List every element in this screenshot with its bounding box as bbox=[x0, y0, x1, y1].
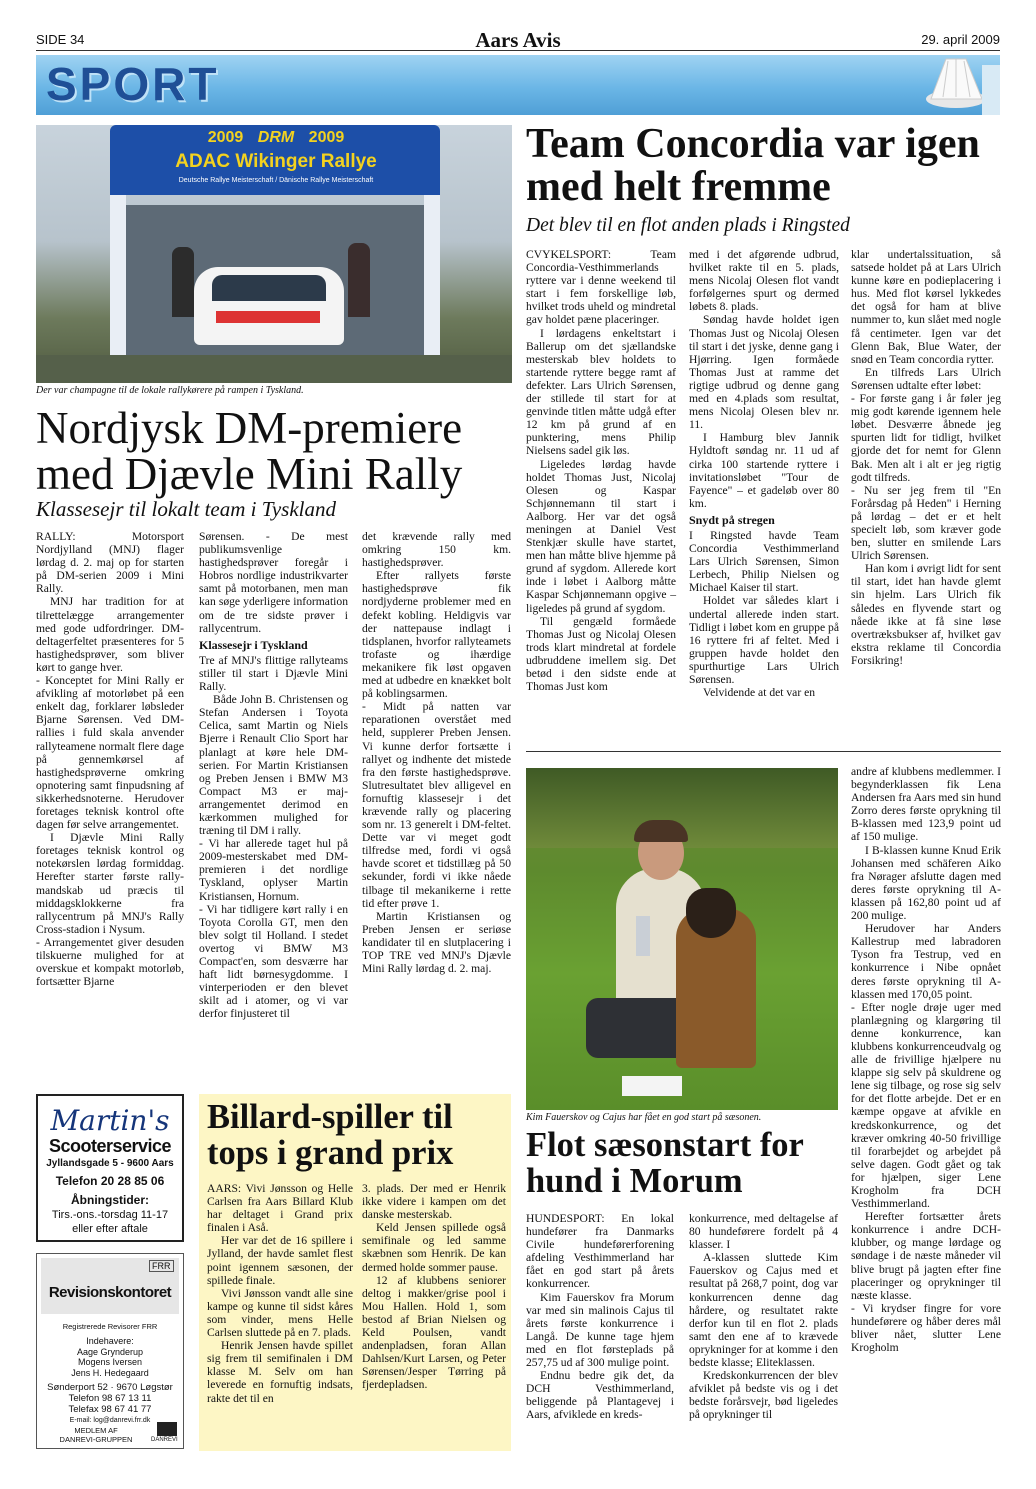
banner-year-right: 2009 bbox=[308, 129, 345, 146]
rally-subhead: Klassesejr til lokalt team i Tyskland bbox=[36, 497, 337, 521]
danrevi-logo-icon bbox=[157, 1422, 177, 1436]
billiards-headline: Billard-spiller til tops i grand prix bbox=[207, 1098, 454, 1172]
cycling-column-3: klar undertalssituation, så satsede holdet på at Lars Ulrich kunne køre en podieplacering i hus. Med flot kørsel lykkedes det også for ham at blive nummer to, kun slået med nogle få centimeter. Igen var det Glenn Bak, Blue Water, der snød en Team concordia rytter. En tilfreds Lars Ulrich Sørensen udtalte efter løbet: - For første gang i år føler jeg mig godt kørende igennem hele løbet. Desværre åbnede jeg spurten lidt for tidligt, hvilket gjorde det for nemt for Glenn Bak. Men alt i alt er jeg rigtig godt tilfreds. - Nu ser jeg frem til "En Forårsdag på Heden" i Herning på lørdag – det er et helt specielt løb, som kræver gode ben, slutter en smilende Lars Ulrich Sørensen. Han kom i øvrigt lidt for sent til start, idet han havde glemt sin hjelm. Lars Ulrich fik således en flyvende start og nåede ikke at få sine løse overtræksbukser af, hvilket gav ekstra reklame til Concordia Forsikring! bbox=[851, 248, 1001, 667]
billiards-column-1: AARS: Vivi Jønsson og Helle Carlsen fra Aars Billard Klub har deltaget i Grand prix finalen i Aså. Her var det de 16 spillere i Jylland, der havde samlet flest point igennem sæsonen, der spillede finale. Vivi Jønsson vandt alle sine kampe og kunne til sidst kåres som vinder, mens Helle Carlsen sluttede på en 7. plads. Henrik Jensen havde spillet sig frem til semifinalen i DM klasse M. Selv om han leverede en fornuftig indsats, rakte det til en bbox=[207, 1182, 353, 1405]
ad-martins-logo: Martin's bbox=[50, 1104, 170, 1137]
ad-martins-scooterservice: Martin's Scooterservice Jyllandsgade 5 - 9600 Aars Telefon 20 28 85 06 Åbningstider: Tirs.-ons.-torsdag 11-17 eller efter aftale bbox=[36, 1094, 184, 1242]
trophy bbox=[636, 916, 650, 956]
cycling-headline: Team Concordia var igen med helt fremme bbox=[526, 121, 980, 211]
ad-martins-phone: Telefon 20 28 85 06 bbox=[55, 1174, 165, 1188]
rally-column-2: Sørensen. - De mest publikumsvenlige hastighedsprøver foregår i Hobros nordlige industrikvarter samt på motorbanen, men man kan søge yderligere information om de tre sidste prøver i rallycentrum. Klassesejr i Tyskland Tre af MNJ's flittige rallyteams stiller til start i Djævle Mini Rally. Både John B. Christensen og Stefan Andersen i Toyota Celica, samt Martin og Niels Bjerre i Renault Clio Sport har planlagt at køre hele DM-serien. For Martin Kristiansen og Preben Jensen i BMW M3 Compact M3 er maj-arrangementet derimod en kærkommen mulighed for træning til DM i rally. - Vi har allerede taget hul på 2009-mesterskabet med DM-premieren i det nordlige Tyskland, oplyser Martin Kristiansen, Hornum. - Vi har tidligere kørt rally i en Toyota Corolla GT, men den blev solgt til Holland. I stedet overtog vi BMW M3 Compact'en, som desværre har haft lidt børnesygdomme. I vinterperioden er den blevet skilt ad i atomer, og vi var derfor finjusteret til bbox=[199, 530, 348, 1021]
danrevi-logo-text: DANREVI bbox=[151, 1437, 178, 1443]
dog-column-3: andre af klubbens medlemmer. I begynderklassen fik Lena Andersen fra Aars med sin hund Zorro deres første oprykning til B-klassen med 123,9 point ud af 150 mulige. I B-klassen kunne Knud Erik Johansen med schäferen Aiko fra Nørager afslutte dagen med deres første oprykning til A-klassen på 162,80 point ud af 200 mulige. Herudover har Anders Kallestrup med labradoren Tyson fra Testrup, ved en konkurrence i Nibe opnået deres første oprykning til A-klassen med 170,05 point. - Efter nogle drøje uger med planlægning og klargøring til denne konkurrence, kan klubbens konkurrenceudvalg og alle de frivillige hjælpere nu klappe sig selv på skuldrene og lene sig tilbage, og rose sig selv for det flotte arbejde. Det er en kæmpe opgave at afvikle en kredskonkurrence, og det kræver omkring 40-50 frivillige til forarbejdet og arbejdet på selve dagen. Godt gået og tak for hjælpen, siger Lene Krogholm fra DCH Vesthimmerland. Herefter fortsætter årets konkurrence i andre DCH-klubber, og mange lørdage og søndage i de næste måneder vil blive brugt på jagten efter fine placeringer og oprykninger til næste klasse. - Vi krydser fingre for vore hundeførere og håber deres mål bliver nået, slutter Lene Krogholm bbox=[851, 765, 1001, 1355]
issue-date: 29. april 2009 bbox=[921, 32, 1000, 47]
cycling-subhead: Det blev til en flot anden plads i Ringsted bbox=[526, 215, 850, 236]
frr-badge: FRR bbox=[149, 1260, 174, 1272]
cycling-subheading: Snydt på stregen bbox=[689, 512, 775, 527]
rally-event-line: Deutsche Rallye Meisterschaft / Dänische Rallye Meisterschaft bbox=[178, 177, 374, 184]
newspaper-name: Aars Avis bbox=[475, 28, 561, 52]
ad-martins-name: Scooterservice bbox=[48, 1136, 172, 1156]
dog-photo-caption: Kim Fauerskov og Cajus har fået en god start på sæsonen. bbox=[526, 1112, 762, 1123]
shuttlecock-icon bbox=[896, 55, 1000, 115]
rally-headline: Nordjysk DM-premiere med Djævle Mini Rally bbox=[36, 403, 463, 500]
rally-column-3: det krævende rally med omkring 150 km. hastighedsprøver. Efter rallyets første hastighedsprøve fik nordjyderne problemer med en defekt kobling. Heldigvis var der nattepause indlagt i tidsplanen, hvorfor rallyteamets trofaste og ihærdige mekanikere fik løst opgaven med at udbedre en knækket bolt på koblingsarmen. - Midt på natten var reparationen overstået med held, supplerer Preben Jensen. Vi kunne derfor fortsætte i rallyet og indhente det mistede fra den første hastighedsprøve. Slutresultatet blev alligevel en fornuftig klassesejr i det krævende rally og placering som nr. 13 generelt i DM-feltet. Dette var vi meget godt tilfredse med, fordi vi også havde scoret et tidstillæg på 50 sekunder, fordi vi ikke nåede tilbage til mekanikerne i rette tid efter prøve 1. Martin Kristiansen og Preben Jensen er seriøse kandidater til en slutplacering i TOP TRE ved MNJ's Djævle Mini Rally lørdag d. 2. maj. bbox=[362, 530, 511, 976]
drm-logo: DRM bbox=[257, 129, 295, 146]
divider bbox=[526, 751, 1001, 752]
cycling-column-1: CVYKELSPORT: Team Concordia-Vesthimmerlands ryttere var i denne weekend til start i fem forskellige løb, hvilket trods uheld og mindretal gav holdet pæne placeringer. I lørdagens enkeltstart i Ballerup om det sjællandske mesterskab blev holdets to startende ryttere begge ramt af defekter. Lars Ulrich Sørensen, der stillede til start for at genvinde titlen måtte udgå efter 12 km på grund af en punktering, mens Philip Nielsens sadel gik løs. Ligeledes lørdag havde holdet Thomas Just, Nicolaj Olesen og Kaspar Schjønnemann til start i Aalborg. Her var det også meningen at Daniel Vest Stenkjær skulle have startet, men han måtte blive hjemme på grund af sygdom. Allerede kort inde i løbet i Aalborg måtte Kaspar Schjønnemann opgive – ligeledes på grund af sygdom. Til gengæld formåede Thomas Just og Nicolaj Olesen trods klart mindretal at fordele udbruddene imellem sig. Det betød i den sidste ende at Thomas Just kom bbox=[526, 248, 676, 694]
page-number: SIDE 34 bbox=[36, 32, 85, 47]
running-head bbox=[36, 29, 1000, 51]
ad-revision-phone: Telefon 98 67 13 11 bbox=[68, 1393, 152, 1404]
dog-photo bbox=[526, 768, 838, 1110]
dog-column-1: HUNDESPORT: En lokal hundefører fra Danmarks Civile hundeførerforening afdeling Vesthimmerland har fået en god start på årets konkurrencer. Kim Fauerskov fra Morum var med sin malinois Cajus til årets første konkurrence i Langå. De kunne tage hjem med en flot førsteplads på 257,75 ud af 300 mulige point. Endnu bedre gik det, da DCH Vesthimmerland, beliggende på Plantagevej i Aars, afviklede en kreds- bbox=[526, 1212, 674, 1422]
dog-column-2: konkurrence, med deltagelse af 80 hundeførere fordelt på 4 klasser. I A-klassen sluttede Kim Fauerskov og Cajus med et resultat på 268,7 point, dog var konkurrencen denne dag hårdere, og resultatet rakte derfor kun til en flot 2. plads samt den ene af to krævede oprykninger for at komme i den bedste klasse; Eliteklassen. Kredskonkurrencen der blev afviklet på bedste vis og i det bedste forårsvejr, bød ligeledes på oprykninger til bbox=[689, 1212, 838, 1422]
section-title: SPORT bbox=[46, 58, 220, 110]
sport-section-banner bbox=[36, 55, 1000, 115]
rally-event-name: ADAC Wikinger Rallye bbox=[175, 151, 377, 172]
rally-subheading: Klassesejr i Tyskland bbox=[199, 637, 308, 652]
ad-revisionskontoret: FRR Revisionskontoret Registrerede Revisorer FRR Indehavere: Aage Grynderup Mogens Iversen Jens H. Hedegaard Sønderport 52 · 9670 Løgstør Telefon 98 67 13 11 Telefax 98 67 41 77 E-mail: log@danrevi.frr.dk MEDLEM AF DANREVI-GRUPPEN DANREVI bbox=[36, 1253, 184, 1449]
ad-revision-name: Revisionskontoret bbox=[48, 1284, 172, 1301]
banner-year-left: 2009 bbox=[207, 129, 244, 146]
dog-headline: Flot sæsonstart for hund i Morum bbox=[526, 1126, 804, 1200]
rally-photo bbox=[36, 125, 512, 383]
rally-column-1: RALLY: Motorsport Nordjylland (MNJ) flager lørdag d. 2. maj op for starten på DM-serien 2009 i Mini Rally. MNJ har tradition for at tilrettelægge arrangementer med gode udfordringer. DM-deltagerfeltet præsenteres for 5 hastighedsprøver, som bliver kørt to gange hver. - Konceptet for Mini Rally er afvikling af motorløbet på een enkelt dag, forklarer løbsleder Bjarne Sørensen. Ved DM-rallies i fuld skala anvender rallyteamene normalt flere dage på gennemkørsel af hastighedsprøverne omkring opnotering samt finpudsning af sikkerhedsnoterne. Herudover foretages teknisk kontrol ofte dagen før selve arrangementet. I Djævle Mini Rally foretages teknisk kontrol og notekørslen lørdag formiddag. Herefter starter første rally-mandskab ud præcis til middagsklokkerne fra rallycentrum på MNJ's Rally Cross-stadion i Nysum. - Arrangementet giver desuden tilskuerne mulighed for at overskue et kompakt motorløb, fortsætter Bjarne bbox=[36, 530, 184, 989]
cycling-column-2: med i det afgørende udbrud, hvilket rakte til en 5. plads, mens Nicolaj Olesen flot vandt forfølgernes spurt og dermed løbets 8. plads. Søndag havde holdet igen Thomas Just og Nicolaj Olesen til start i det jyske, denne gang i Hjørring. Igen formåede Thomas Just at ramme det rigtige udbrud og denne gang med en 4.plads som resultat, mens Nicolaj Olesen blev nr. 11. I Hamburg blev Jannik Hyldtoft søndag nr. 11 ud af cirka 100 startende ryttere i invitationsløbet "Tour de Fayence" – et gadeløb over 80 km. Snydt på stregen I Ringsted havde Team Concordia Vesthimmerland Lars Ulrich Sørensen, Simon Lerbech, Philip Nielsen og Michael Kaiser til start. Holdet var således klart i undertal allerede inden start. Tidligt i løbet kom en gruppe på 16 ryttere fri af feltet. Med i gruppen havde holdet den spurthurtige Lars Ulrich Sørensen. Velvidende at det var en bbox=[689, 248, 839, 700]
billiards-column-2: 3. plads. Der med er Henrik ikke videre i kampen om det danske mesterskab. Keld Jensen spillede også semifinale og led samme skæbnen som Henrik. De kan dermed holde sommer pause. 12 af klubbens seniorer deltog i makker/grise pool i Mou Hallen. Hold 1, som bestod af Brian Nielsen og Keld Poulsen, vandt andenpladsen, foran Allan Dahlsen/Kurt Larsen, og Peter Sørensen/Jesper Tørring på fjerdepladsen. bbox=[362, 1182, 506, 1392]
rally-photo-caption: Der var champagne til de lokale rallykørere på rampen i Tyskland. bbox=[36, 385, 304, 396]
